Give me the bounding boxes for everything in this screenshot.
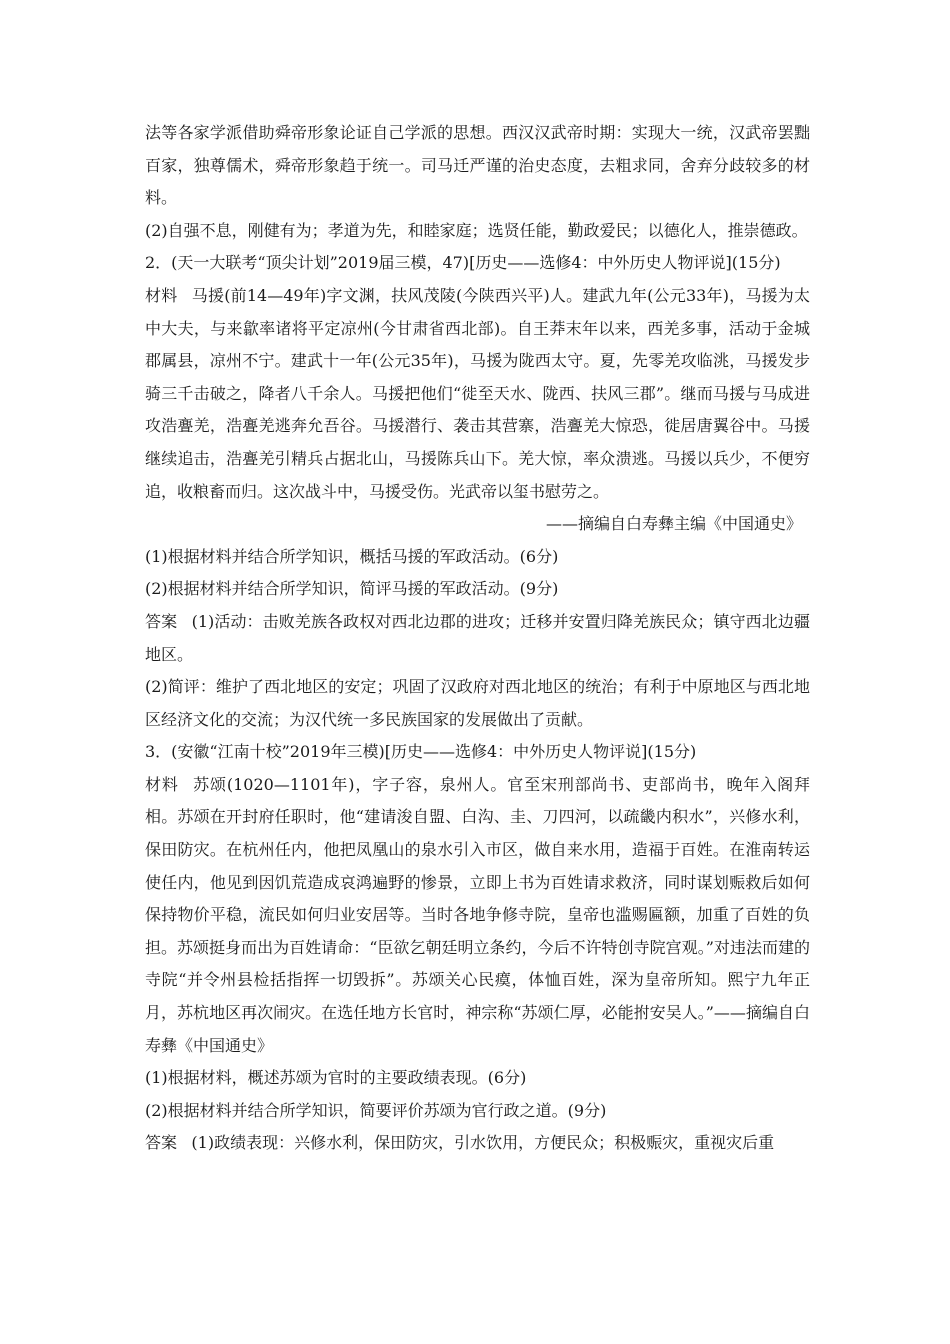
material-label: 材料 — [145, 285, 178, 305]
paragraph-text: (2)简评：维护了西北地区的安定；巩固了汉政府对西北地区的统治；有利于中原地区与西北地区经济文化的交流；为汉代统一多民族国家的发展做出了贡献。 — [145, 677, 810, 729]
paragraph-text: ——摘编自白寿彝主编《中国通史》 — [545, 514, 802, 534]
question-3-material — [145, 769, 810, 1062]
paragraph-text: 3．(安徽“江南十校”2019年三模)[历史——选修4：中外历史人物评说](15分) — [145, 742, 697, 762]
question-2-material — [145, 280, 810, 508]
paragraph-text: (2)根据材料并结合所学知识，简要评价苏颂为官行政之道。(9分) — [145, 1100, 607, 1120]
paragraph-text: (1)活动：击败羌族各政权对西北边郡的进攻；迁移并安置归降羌族民众；镇守西北边疆地区。 — [145, 611, 810, 664]
question-2-sub-2 — [145, 573, 810, 606]
paragraph-text: 2．(天一大联考“顶尖计划”2019届三模，47)[历史——选修4：中外历史人物评说](15分) — [145, 253, 781, 273]
question-2-sub-1 — [145, 541, 810, 574]
answer-part-2-paragraph — [145, 215, 810, 248]
paragraph-text: (1)政绩表现：兴修水利，保田防灾，引水饮用，方便民众；积极赈灾，重视灾后重 — [191, 1133, 775, 1153]
answer-label: 答案 — [145, 1133, 178, 1153]
answer-label: 答案 — [145, 611, 178, 631]
paragraph-text: (2)根据材料并结合所学知识，简评马援的军政活动。(9分) — [145, 579, 559, 599]
paragraph-text: (1)根据材料，概述苏颂为官时的主要政绩表现。(6分) — [145, 1068, 527, 1088]
question-3-sub-2 — [145, 1095, 810, 1128]
paragraph-text: 苏颂(1020—1101年)，字子容，泉州人。官至宋刑部尚书、吏部尚书，晚年入阁拜相。苏颂在开封府任职时，他“建请浚自盟、白沟、圭、刀四河，以疏畿内积水”，兴修水利，保田防灾。在杭州任内，他把凤凰山的泉水引入市区，做自来水用，造福于百姓。在淮南转运使任内，他见到因饥荒造成哀鸿遍野的惨景，立即上书为百姓请求救济，同时谋划赈救后如何保持物价平稳，流民如何归业安居等。当时各地争修寺院，皇帝也滥赐匾额，加重了百姓的负担。苏颂挺身而出为百姓请命：“臣欲乞朝廷明立条约，今后不许特创寺院宫观。”对违法而建的寺院“并令州县检括指挥一切毁拆”。苏颂关心民瘼，体恤百姓，深为皇帝所知。熙宁九年正月，苏杭地区再次闹灾。在选任地方长官时，神宗称“苏颂仁厚，必能拊安吴人。”——摘编自白寿彝《中国通史》 — [145, 774, 810, 1055]
paragraph-text: (1)根据材料并结合所学知识，概括马援的军政活动。(6分) — [145, 546, 559, 566]
material-label: 材料 — [145, 774, 179, 794]
question-2-answer-1 — [145, 606, 810, 671]
question-3-heading — [145, 736, 810, 769]
question-3-sub-1 — [145, 1062, 810, 1095]
paragraph-text: (2)自强不息，刚健有为；孝道为先，和睦家庭；选贤任能，勤政爱民；以德化人，推崇德政。 — [145, 220, 808, 240]
question-2-heading — [145, 247, 810, 280]
question-3-answer-1 — [145, 1127, 810, 1160]
answer-continuation-paragraph — [145, 117, 810, 215]
question-2-source — [145, 508, 810, 541]
document-body — [145, 117, 810, 1160]
paragraph-text: 法等各家学派借助舜帝形象论证自己学派的思想。西汉汉武帝时期：实现大一统，汉武帝罢黜百家，独尊儒术，舜帝形象趋于统一。司马迁严谨的治史态度，去粗求同，舍弃分歧较多的材料。 — [145, 123, 810, 208]
paragraph-text: 马援(前14—49年)字文渊，扶风茂陵(今陕西兴平)人。建武九年(公元33年)，马援为太中大夫，与来歙率诸将平定凉州(今甘肃省西北部)。自王莽末年以来，西羌多事，活动于金城郡属县，凉州不宁。建武十一年(公元35年)，马援为陇西太守。夏，先零羌攻临洮，马援发步骑三千击破之，降者八千余人。马援把他们“徙至天水、陇西、扶风三郡”。继而马援与马成进攻浩亹羌，浩亹羌逃奔允吾谷。马援潜行、袭击其营寨，浩亹羌大惊恐，徙居唐翼谷中。马援继续追击，浩亹羌引精兵占据北山，马援陈兵山下。羌大惊，率众溃逃。马援以兵少，不便穷追，收粮畜而归。这次战斗中，马援受伤。光武帝以玺书慰劳之。 — [145, 285, 810, 501]
question-2-answer-2 — [145, 671, 810, 736]
